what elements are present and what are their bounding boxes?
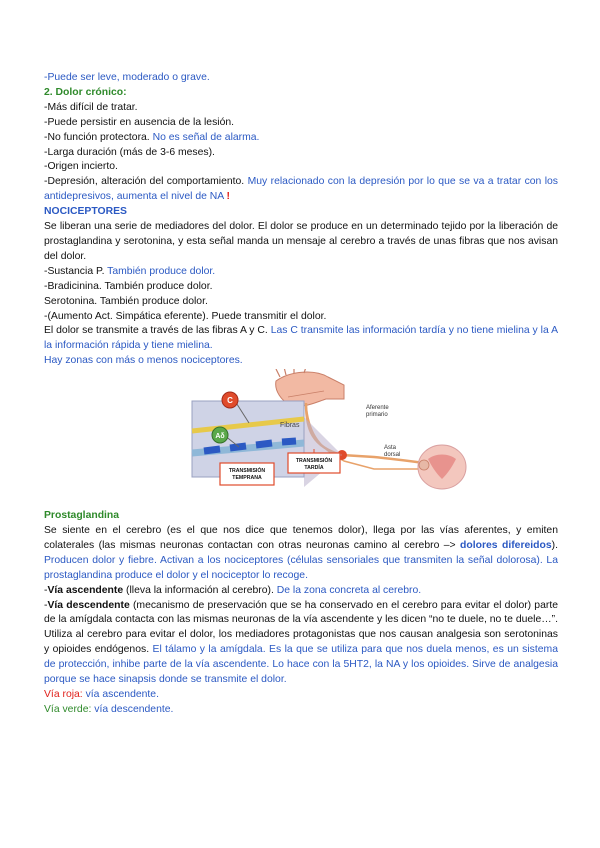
- prostaglandin-note: Producen dolor y fiebre. Activan a los nociceptores (células sensoriales que transmiten la señal dolorosa). La prostaglandina produce el dolor y el nociceptor lo recoge.: [44, 554, 558, 581]
- chronic-item: [44, 131, 558, 146]
- substance-p-label: -Sustancia P.: [44, 265, 105, 277]
- fibers-label: Fibras: [280, 422, 300, 430]
- depression-note: Muy relacionado con la depresión por lo que se va a tratar con los antidepresivos, aumenta el nivel de NA: [44, 176, 558, 203]
- chronic-pain-heading: 2. Dolor crónico:: [44, 86, 127, 98]
- afferent-label: Aferente primario: [366, 405, 389, 419]
- descending-prefix: -: [44, 599, 48, 611]
- fibers-note: Las C transmite las información tardía y no tiene mielina y la A la información rápida y tiene mielina.: [44, 325, 559, 352]
- ascending-path-text: (lleva la información al cerebro).: [126, 584, 274, 596]
- zones-note: Hay zonas con más o menos nociceptores.: [44, 355, 243, 367]
- prostaglandin-paragraph: [44, 524, 558, 584]
- nociception-illustration: [44, 369, 558, 509]
- document-page: [44, 71, 558, 718]
- prostaglandin-text: Se siente en el cerebro (es el que nos dice que tenemos dolor), llega por las vías aferentes, y emiten colaterales (las mismas neuronas contactan con otras neuronas camino al cerebro –>: [44, 525, 558, 551]
- protective-note: No es señal de alarma.: [152, 131, 260, 143]
- fibers-line: [44, 324, 558, 354]
- chronic-item: -Origen incierto.: [44, 161, 118, 173]
- sympathetic-line: -(Aumento Act. Simpática eferente). Puede transmitir el dolor.: [44, 310, 327, 322]
- exclamation-mark: !: [226, 191, 230, 203]
- serotonin-line: Serotonina. También produce dolor.: [44, 295, 208, 307]
- chronic-item: [44, 175, 558, 205]
- prostaglandin-text-end: ).: [551, 539, 558, 551]
- red-path-text: vía ascendente.: [85, 689, 159, 700]
- green-path-text: vía descendente.: [94, 703, 174, 715]
- deferred-pain-term: dolores difereidos: [460, 539, 552, 551]
- descending-path-text: (mecanismo de preservación que se ha conservado en el cerebro para evitar el dolor) parte de la amígdala contacta con las mismas neuronas de la vía ascendente y les dicen “no te duele, no te duele…”. Utiliza al cerebro para evitar el dolor, los mediadores protagonistas que nos causan analgesia son serotoninas y opioides endógenos.: [44, 599, 558, 656]
- green-path-label: Vía verde:: [44, 703, 92, 715]
- ascending-path-note: De la zona concreta al cerebro.: [276, 584, 422, 596]
- ascending-path-line: [44, 584, 558, 599]
- late-transmission-label: TRANSMISIÓN TARDÍA: [295, 458, 333, 472]
- bradykinin-line: -Bradicinina. También produce dolor.: [44, 280, 213, 292]
- red-path-line: [44, 688, 558, 703]
- c-fiber-label: C: [227, 396, 233, 406]
- chronic-item-text: -No función protectora.: [44, 131, 150, 143]
- chronic-item-text: -Depresión, alteración del comportamiento.: [44, 176, 245, 188]
- green-path-line: [44, 703, 558, 718]
- intro-line: -Puede ser leve, moderado o grave.: [44, 72, 210, 83]
- ad-fiber-label: Aδ: [215, 433, 225, 441]
- red-path-label: Vía roja:: [44, 689, 83, 700]
- prostaglandin-heading: Prostaglandina: [44, 510, 120, 522]
- substance-p-note: También produce dolor.: [107, 265, 216, 277]
- spinal-cord-illustration: [418, 445, 466, 489]
- ascending-path-label: Vía ascendente: [47, 584, 124, 596]
- fibers-text: El dolor se transmite a través de las fibras A y C.: [44, 325, 268, 337]
- chronic-item: -Puede persistir en ausencia de la lesión.: [44, 116, 235, 128]
- substance-p-line: [44, 265, 558, 280]
- early-transmission-label: TRANSMISIÓN TEMPRANA: [228, 468, 266, 482]
- descending-path-label: Vía descendente: [47, 599, 130, 611]
- dorsal-horn-label: Asta dorsal: [384, 445, 401, 459]
- chronic-item: -Larga duración (más de 3-6 meses).: [44, 146, 215, 158]
- descending-path-line: [44, 599, 558, 688]
- early-transmission-box: [220, 463, 274, 485]
- chronic-item: -Más difícil de tratar.: [44, 101, 138, 113]
- nociceptors-heading: NOCICEPTORES: [44, 206, 127, 218]
- ascending-prefix: -: [44, 584, 48, 596]
- descending-path-note: El tálamo y la amígdala. Es la que se utiliza para que nos duela menos, es un sistema de protección, inhibe parte de la vía ascendente. Lo hace con la 5HT2, la NA y los opioides. Sirve de analgesia porque se hace sinapsis donde se transmite el dolor.: [44, 644, 558, 686]
- nociceptors-paragraph: Se liberan una serie de mediadores del dolor. El dolor se produce en un determinado tejido por la liberación de prostaglandina y serotonina, y esta señal manda un mensaje al cerebro a través de unas fibras que nos avisan del dolor.: [44, 221, 558, 262]
- nociception-diagram: [44, 369, 558, 509]
